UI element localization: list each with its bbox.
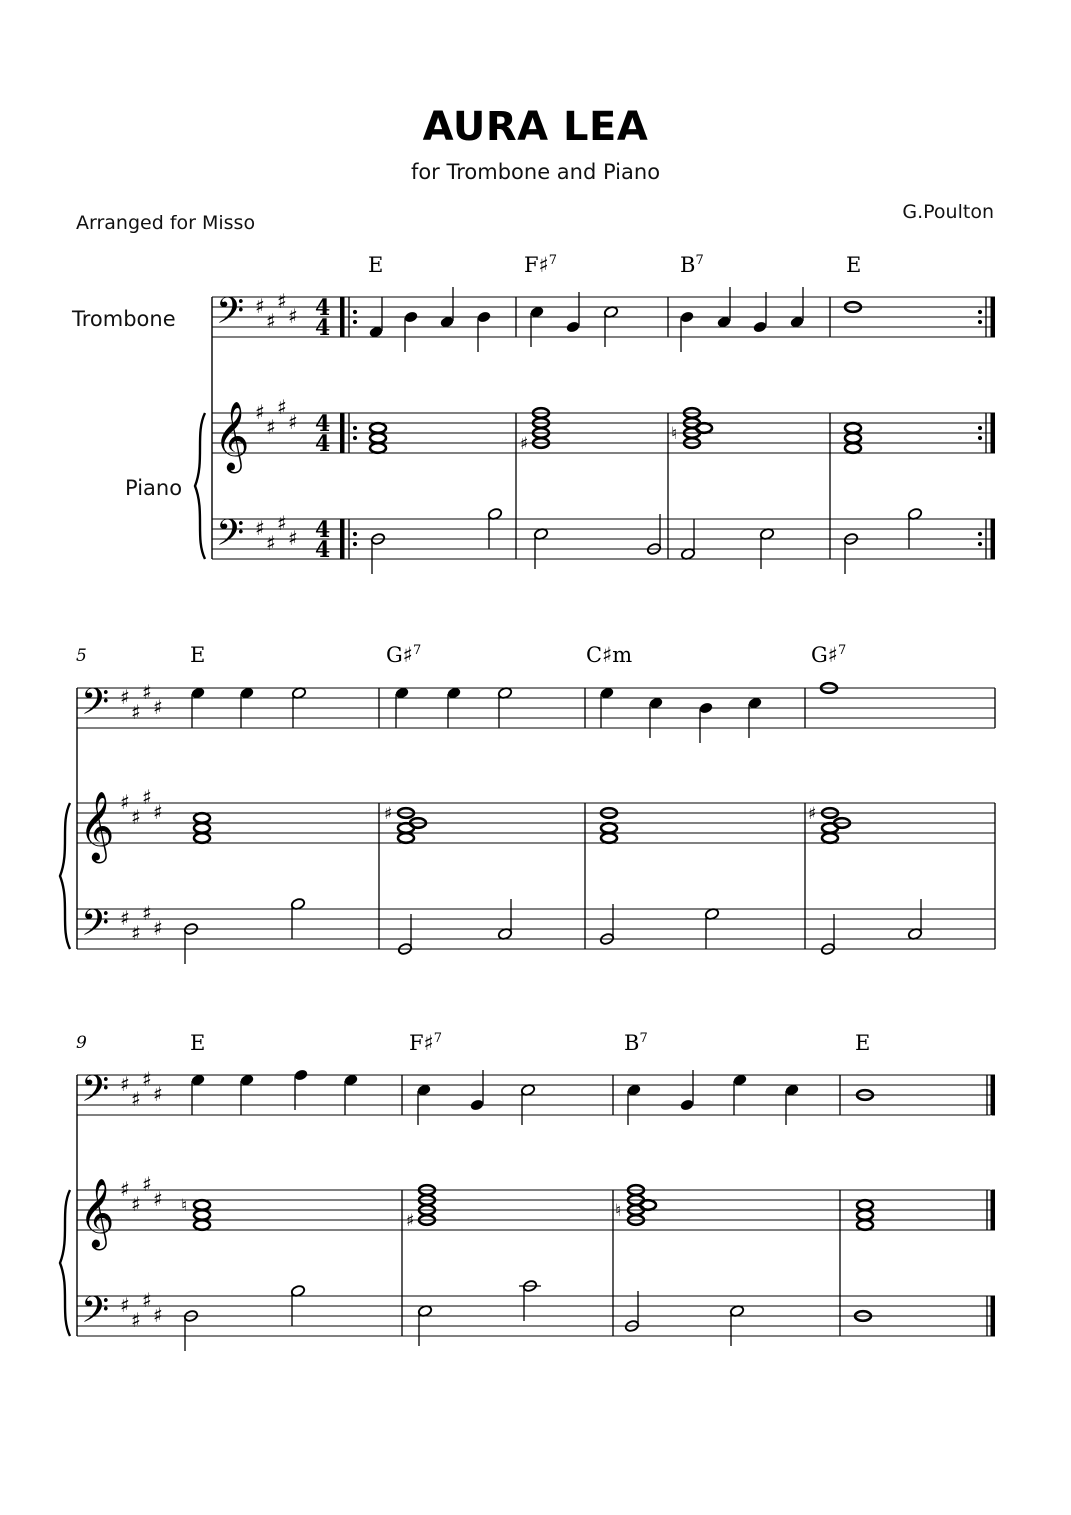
- chord-symbol: [680, 253, 704, 277]
- sharp-accidental: ♯: [384, 804, 393, 824]
- notehead-whole: [857, 1220, 873, 1230]
- key-signature-sharp: ♯: [120, 685, 130, 709]
- notehead-whole: [845, 443, 861, 453]
- time-signature-top: 4: [315, 411, 331, 437]
- repeat-dot: [978, 532, 982, 536]
- key-signature-sharp: ♯: [120, 906, 130, 930]
- repeat-thick-bar: [340, 519, 345, 559]
- key-signature-sharp: ♯: [131, 1308, 141, 1332]
- repeat-thick-bar: [991, 413, 996, 453]
- key-signature-sharp: ♯: [266, 309, 276, 333]
- notehead-whole: [845, 433, 861, 443]
- key-signature-sharp: ♯: [153, 1187, 163, 1211]
- chord-root: E: [368, 253, 384, 277]
- final-thick-bar: [991, 1190, 996, 1230]
- chord-extension: 7: [695, 253, 704, 268]
- key-signature-sharp: ♯: [277, 511, 287, 535]
- key-signature-sharp: ♯: [255, 294, 265, 318]
- key-signature-sharp: ♯: [266, 531, 276, 555]
- bass-clef-icon: 𝄢: [81, 1068, 110, 1119]
- key-signature-sharp: ♯: [153, 1303, 163, 1327]
- key-signature-sharp: ♯: [288, 526, 298, 550]
- chord-symbol: [368, 253, 383, 277]
- key-signature-sharp: ♯: [120, 790, 130, 814]
- notehead-whole: [370, 433, 386, 443]
- chord-root: E: [190, 643, 206, 667]
- chord-symbol: [190, 1031, 205, 1055]
- bass-clef-icon: 𝄢: [216, 512, 245, 563]
- piano-brace: [60, 1190, 70, 1336]
- notehead-whole: [194, 1220, 210, 1230]
- time-signature-bottom: 4: [315, 537, 331, 563]
- natural-accidental: ♮: [671, 424, 678, 444]
- repeat-dot: [353, 542, 357, 546]
- repeat-dot: [353, 436, 357, 440]
- repeat-dot: [353, 320, 357, 324]
- notehead-whole: [601, 833, 617, 843]
- repeat-dot: [353, 426, 357, 430]
- key-signature-sharp: ♯: [142, 785, 152, 809]
- chord-extension: 7: [639, 1031, 648, 1046]
- key-signature-sharp: ♯: [142, 901, 152, 925]
- key-signature-sharp: ♯: [153, 695, 163, 719]
- repeat-dot: [978, 310, 982, 314]
- chord-root: E: [855, 1031, 871, 1055]
- chord-root: F♯: [409, 1031, 434, 1055]
- chord-root: B: [680, 253, 696, 277]
- key-signature-sharp: ♯: [142, 680, 152, 704]
- score-title: AURA LEA: [422, 104, 649, 150]
- bass-clef-icon: 𝄢: [81, 1289, 110, 1340]
- key-signature-sharp: ♯: [255, 400, 265, 424]
- score-subtitle: for Trombone and Piano: [410, 160, 661, 184]
- notehead-whole: [194, 1210, 210, 1220]
- chord-symbol: [409, 1031, 442, 1055]
- chord-root: E: [846, 253, 862, 277]
- final-thick-bar: [991, 1075, 996, 1115]
- time-signature-top: 4: [315, 517, 331, 543]
- notehead-whole: [194, 1200, 210, 1210]
- bass-clef-icon: 𝄢: [216, 290, 245, 341]
- key-signature-sharp: ♯: [142, 1288, 152, 1312]
- piano-brace: [195, 413, 205, 559]
- notehead-whole: [370, 443, 386, 453]
- key-signature-sharp: ♯: [131, 1087, 141, 1111]
- notehead-whole: [398, 833, 414, 843]
- sharp-accidental: ♯: [808, 804, 817, 824]
- time-signature-bottom: 4: [315, 431, 331, 457]
- bass-clef-icon: 𝄢: [81, 681, 110, 732]
- chord-extension: 7: [837, 643, 847, 658]
- notehead-whole: [857, 1210, 873, 1220]
- key-signature-sharp: ♯: [131, 1192, 141, 1216]
- repeat-thick-bar: [340, 297, 345, 337]
- key-signature-sharp: ♯: [120, 1293, 130, 1317]
- chord-symbol: [811, 643, 846, 667]
- chord-symbol: [190, 643, 205, 667]
- treble-clef-icon: 𝄞: [214, 401, 250, 471]
- repeat-dot: [978, 436, 982, 440]
- key-signature-sharp: ♯: [288, 410, 298, 434]
- chord-root: G♯: [386, 643, 413, 667]
- notehead-whole: [370, 423, 386, 433]
- repeat-dot: [978, 320, 982, 324]
- sharp-accidental: ♯: [406, 1211, 415, 1231]
- bass-clef-icon: 𝄢: [81, 902, 110, 953]
- system-1: [195, 253, 995, 574]
- natural-accidental: ♮: [615, 1201, 622, 1221]
- time-signature-top: 4: [315, 295, 331, 321]
- notehead-whole: [194, 813, 210, 823]
- key-signature-sharp: ♯: [131, 700, 141, 724]
- chord-root: C♯m: [586, 643, 633, 667]
- key-signature-sharp: ♯: [131, 805, 141, 829]
- chord-root: F♯: [524, 253, 549, 277]
- key-signature-sharp: ♯: [255, 516, 265, 540]
- chord-symbol: [855, 1031, 870, 1055]
- key-signature-sharp: ♯: [153, 916, 163, 940]
- chord-extension: 7: [548, 253, 558, 268]
- repeat-dot: [353, 532, 357, 536]
- measure-number: 5: [76, 646, 87, 666]
- notehead-whole: [194, 833, 210, 843]
- notehead-whole: [822, 833, 838, 843]
- time-signature-bottom: 4: [315, 315, 331, 341]
- key-signature-sharp: ♯: [266, 415, 276, 439]
- key-signature-sharp: ♯: [120, 1177, 130, 1201]
- composer-credit: G.Poulton: [902, 201, 994, 223]
- treble-clef-icon: 𝄞: [79, 1178, 115, 1248]
- key-signature-sharp: ♯: [142, 1172, 152, 1196]
- system-2: [60, 643, 995, 964]
- chord-symbol: [586, 643, 632, 667]
- repeat-dot: [978, 542, 982, 546]
- key-signature-sharp: ♯: [120, 1072, 130, 1096]
- key-signature-sharp: ♯: [153, 800, 163, 824]
- notehead-whole: [601, 823, 617, 833]
- chord-symbol: [624, 1031, 648, 1055]
- repeat-dot: [978, 426, 982, 430]
- notehead-whole: [857, 1200, 873, 1210]
- natural-accidental: ♮: [181, 1196, 188, 1216]
- key-signature-sharp: ♯: [142, 1067, 152, 1091]
- repeat-thick-bar: [340, 413, 345, 453]
- instrument-label-piano: Piano: [125, 476, 183, 500]
- key-signature-sharp: ♯: [288, 304, 298, 328]
- system-3: [60, 1031, 995, 1351]
- piano-brace: [60, 803, 70, 949]
- chord-root: E: [190, 1031, 206, 1055]
- chord-symbol: [386, 643, 421, 667]
- chord-root: G♯: [811, 643, 838, 667]
- chord-symbol: [524, 253, 557, 277]
- chord-root: B: [624, 1031, 640, 1055]
- instrument-label-trombone: Trombone: [72, 307, 176, 331]
- repeat-thick-bar: [991, 297, 996, 337]
- notehead-whole: [845, 423, 861, 433]
- key-signature-sharp: ♯: [277, 289, 287, 313]
- final-thick-bar: [991, 1296, 996, 1336]
- notehead-whole: [194, 823, 210, 833]
- chord-extension: 7: [433, 1031, 443, 1046]
- chord-symbol: [846, 253, 861, 277]
- measure-number: 9: [76, 1033, 87, 1053]
- treble-clef-icon: 𝄞: [79, 791, 115, 861]
- arranger-credit: Arranged for Misso: [76, 212, 256, 234]
- repeat-dot: [353, 310, 357, 314]
- key-signature-sharp: ♯: [153, 1082, 163, 1106]
- chord-extension: 7: [412, 643, 422, 658]
- sharp-accidental: ♯: [520, 434, 529, 454]
- key-signature-sharp: ♯: [131, 921, 141, 945]
- repeat-thick-bar: [991, 519, 996, 559]
- key-signature-sharp: ♯: [277, 395, 287, 419]
